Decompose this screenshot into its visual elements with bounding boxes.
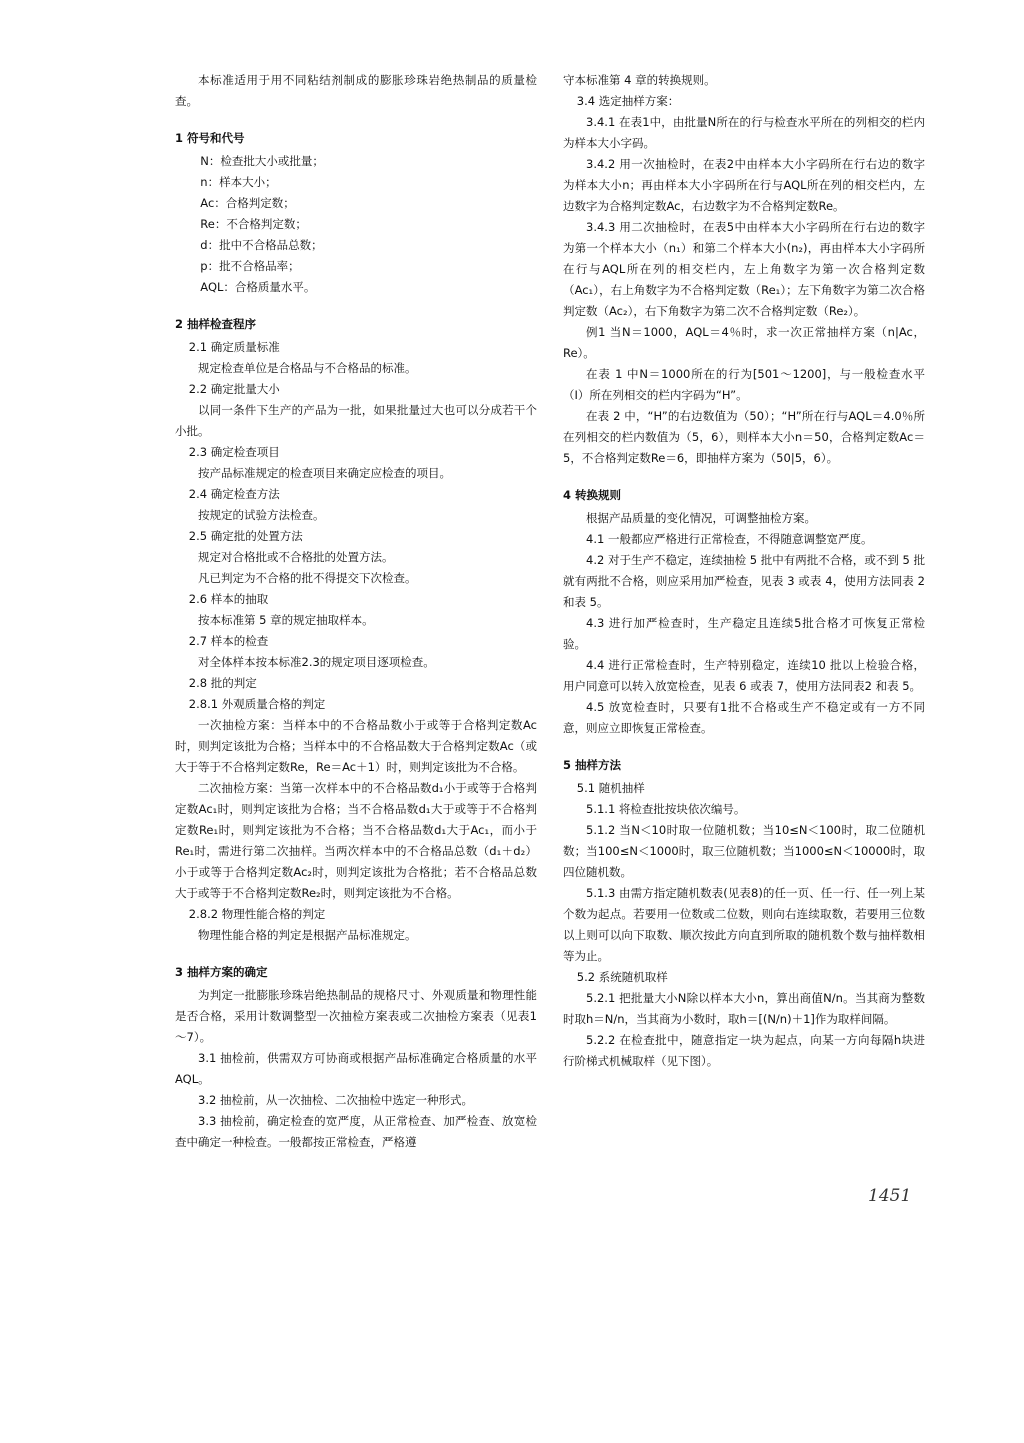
clause-text: 规定检查单位是合格品与不合格品的标准。: [198, 361, 417, 375]
symbol-item: N：检查批大小或批量；: [200, 154, 324, 168]
clause-text: 物理性能合格的判定是根据产品标准规定。: [198, 928, 417, 942]
right-column: [563, 70, 925, 1072]
clause-text: 3.3 抽检前，确定检查的宽严度，从正常检查、加严检查、放宽检查中确定一种检查。一般都按正常检查，严格遵: [175, 1114, 537, 1149]
clause-heading: 2.2 确定批量大小: [188, 382, 280, 396]
clause-text: 5.1.2 当N＜10时取一位随机数；当10≤N＜100时，取二位随机数；当100≤N＜1000时，取三位随机数；当1000≤N＜10000时，取四位随机数。: [563, 823, 925, 879]
symbol-item: AQL：合格质量水平。: [200, 280, 316, 294]
clause-text: 4.4 进行正常检查时，生产特别稳定，连续10 批以上检验合格，用户同意可以转入放宽检查，见表 6 或表 7，使用方法同表2 和表 5。: [563, 658, 925, 693]
symbol-item: Re：不合格判定数；: [200, 217, 307, 231]
clause-text: 以同一条件下生产的产品为一批，如果批量过大也可以分成若干个小批。: [175, 403, 537, 438]
clause-text: 按本标准第 5 章的规定抽取样本。: [198, 613, 374, 627]
page-number: 1451: [868, 1186, 912, 1206]
clause-text: 5.1.1 将检查批按块依次编号。: [586, 802, 746, 816]
symbol-item: n：样本大小；: [200, 175, 277, 189]
clause-text: 5.2.1 把批量大小N除以样本大小n，算出商值N/n。当其商为整数时取h＝N/n，当其商为小数时，取h＝[(N/n)＋1]作为取样间隔。: [563, 991, 925, 1026]
left-column: [175, 70, 537, 1153]
example-text: 在表 2 中，“H”的右边数值为（50）；“H”所在行与AQL＝4.0％所在列相交的栏内数值为（5，6），则样本大小n＝50，合格判定数Ac＝5，不合格判定数Re＝6，即抽样方案为（50|5，6）。: [563, 409, 925, 465]
clause-text: 3.4.2 用一次抽检时，在表2中由样本大小字码所在行右边的数字为样本大小n；再由样本大小字码所在行与AQL所在列的相交栏内，左边数字为合格判定数Ac，右边数字为不合格判定数Re。: [563, 157, 925, 213]
clause-text: 一次抽检方案：当样本中的不合格品数小于或等于合格判定数Ac时，则判定该批为合格；当样本中的不合格品数大于合格判定数Ac（或大于等于不合格判定数Re，Re＝Ac＋1）时，则判定该批为不合格。: [175, 718, 537, 774]
intro-paragraph: 本标准适用于用不同粘结剂制成的膨胀珍珠岩绝热制品的质量检查。: [175, 73, 537, 108]
clause-text: 凡已判定为不合格的批不得提交下次检查。: [198, 571, 417, 585]
section-3-heading: 3 抽样方案的确定: [175, 965, 268, 979]
symbol-item: p：批不合格品率；: [200, 259, 300, 273]
clause-text: 3.2 抽检前，从一次抽检、二次抽检中选定一种形式。: [198, 1093, 473, 1107]
clause-heading: 2.7 样本的检查: [188, 634, 269, 648]
clause-heading: 2.8.1 外观质量合格的判定: [188, 697, 326, 711]
clause-text: 5.1.3 由需方指定随机数表(见表8)的任一页、任一行、任一列上某个数为起点。若要用一位数或二位数，则向右连续取数，若要用三位数以上则可以向下取数、顺次按此方向直到所取的随机数个数与抽样数相等为止。: [563, 886, 925, 963]
clause-text: 按规定的试验方法检查。: [198, 508, 325, 522]
clause-heading: 2.4 确定检查方法: [188, 487, 280, 501]
clause-heading: 5.2 系统随机取样: [576, 970, 668, 984]
section-2-heading: 2 抽样检查程序: [175, 317, 257, 331]
clause-heading: 3.4 选定抽样方案：: [576, 94, 680, 108]
clause-text: 4.1 一般都应严格进行正常检查，不得随意调整宽严度。: [586, 532, 873, 546]
clause-text: 3.1 抽检前，供需双方可协商或根据产品标准确定合格质量的水平AQL。: [175, 1051, 537, 1086]
clause-heading: 2.6 样本的抽取: [188, 592, 269, 606]
clause-text: 二次抽检方案：当第一次样本中的不合格品数d₁小于或等于合格判定数Ac₁时，则判定该批为合格；当不合格品数d₁大于或等于不合格判定数Re₁时，则判定该批为不合格；当不合格品数d₁大于Ac₁，而小于Re₁时，需进行第二次抽样。当两次样本中的不合格品总数（d₁＋d₂）小于或等于合格判定数Ac₂时，则判定该批为合格批；若不合格品总数大于或等于不合格判定数Re₂时，则判定该批为不合格。: [175, 781, 537, 900]
continued-text: 守本标准第 4 章的转换规则。: [563, 73, 716, 87]
clause-text: 5.2.2 在检查批中，随意指定一块为起点，向某一方向每隔h块进行阶梯式机械取样（见下图）。: [563, 1033, 925, 1068]
clause-text: 按产品标准规定的检查项目来确定应检查的项目。: [198, 466, 451, 480]
example-text: 例1 当N＝1000，AQL＝4％时，求一次正常抽样方案（n|Ac，Re）。: [563, 325, 925, 360]
clause-text: 规定对合格批或不合格批的处置方法。: [198, 550, 394, 564]
clause-heading: 2.5 确定批的处置方法: [188, 529, 303, 543]
clause-text: 对全体样本按本标准2.3的规定项目逐项检查。: [198, 655, 435, 669]
clause-heading: 2.8.2 物理性能合格的判定: [188, 907, 326, 921]
symbol-item: d：批中不合格品总数；: [200, 238, 323, 252]
clause-text: 4.3 进行加严检查时，生产稳定且连续5批合格才可恢复正常检验。: [563, 616, 925, 651]
section-4-heading: 4 转换规则: [563, 488, 622, 502]
section-1-heading: 1 符号和代号: [175, 131, 245, 145]
clause-text: 根据产品质量的变化情况，可调整抽检方案。: [586, 511, 816, 525]
clause-text: 4.5 放宽检查时，只要有1批不合格或生产不稳定或有一方不同意，则应立即恢复正常检查。: [563, 700, 925, 735]
example-text: 在表 1 中N＝1000所在的行为[501～1200]，与一般检查水平（Ⅰ）所在列相交的栏内字码为“H”。: [563, 367, 925, 402]
symbol-item: Ac：合格判定数；: [200, 196, 295, 210]
clause-heading: 2.8 批的判定: [188, 676, 257, 690]
clause-heading: 5.1 随机抽样: [576, 781, 645, 795]
clause-text: 为判定一批膨胀珍珠岩绝热制品的规格尺寸、外观质量和物理性能是否合格，采用计数调整型一次抽检方案表或二次抽检方案表（见表1～7）。: [175, 988, 537, 1044]
clause-text: 4.2 对于生产不稳定，连续抽检 5 批中有两批不合格，或不到 5 批就有两批不合格，则应采用加严检查，见表 3 或表 4，使用方法同表 2 和表 5。: [563, 553, 925, 609]
clause-text: 3.4.3 用二次抽检时，在表5中由样本大小字码所在行右边的数字为第一个样本大小（n₁）和第二个样本大小(n₂)，再由样本大小字码所在行与AQL所在列的相交栏内，左上角数字为第一次合格判定数（Ac₁），右上角数字为不合格判定数（Re₁）；左下角数字为第二次合格判定数（Ac₂），右下角数字为第二次不合格判定数（Re₂）。: [563, 220, 925, 318]
symbols-list: [175, 151, 537, 298]
clause-heading: 2.3 确定检查项目: [188, 445, 280, 459]
clause-text: 3.4.1 在表1中，由批量N所在的行与检查水平所在的列相交的栏内为样本大小字码。: [563, 115, 925, 150]
clause-heading: 2.1 确定质量标准: [188, 340, 280, 354]
section-5-heading: 5 抽样方法: [563, 758, 622, 772]
